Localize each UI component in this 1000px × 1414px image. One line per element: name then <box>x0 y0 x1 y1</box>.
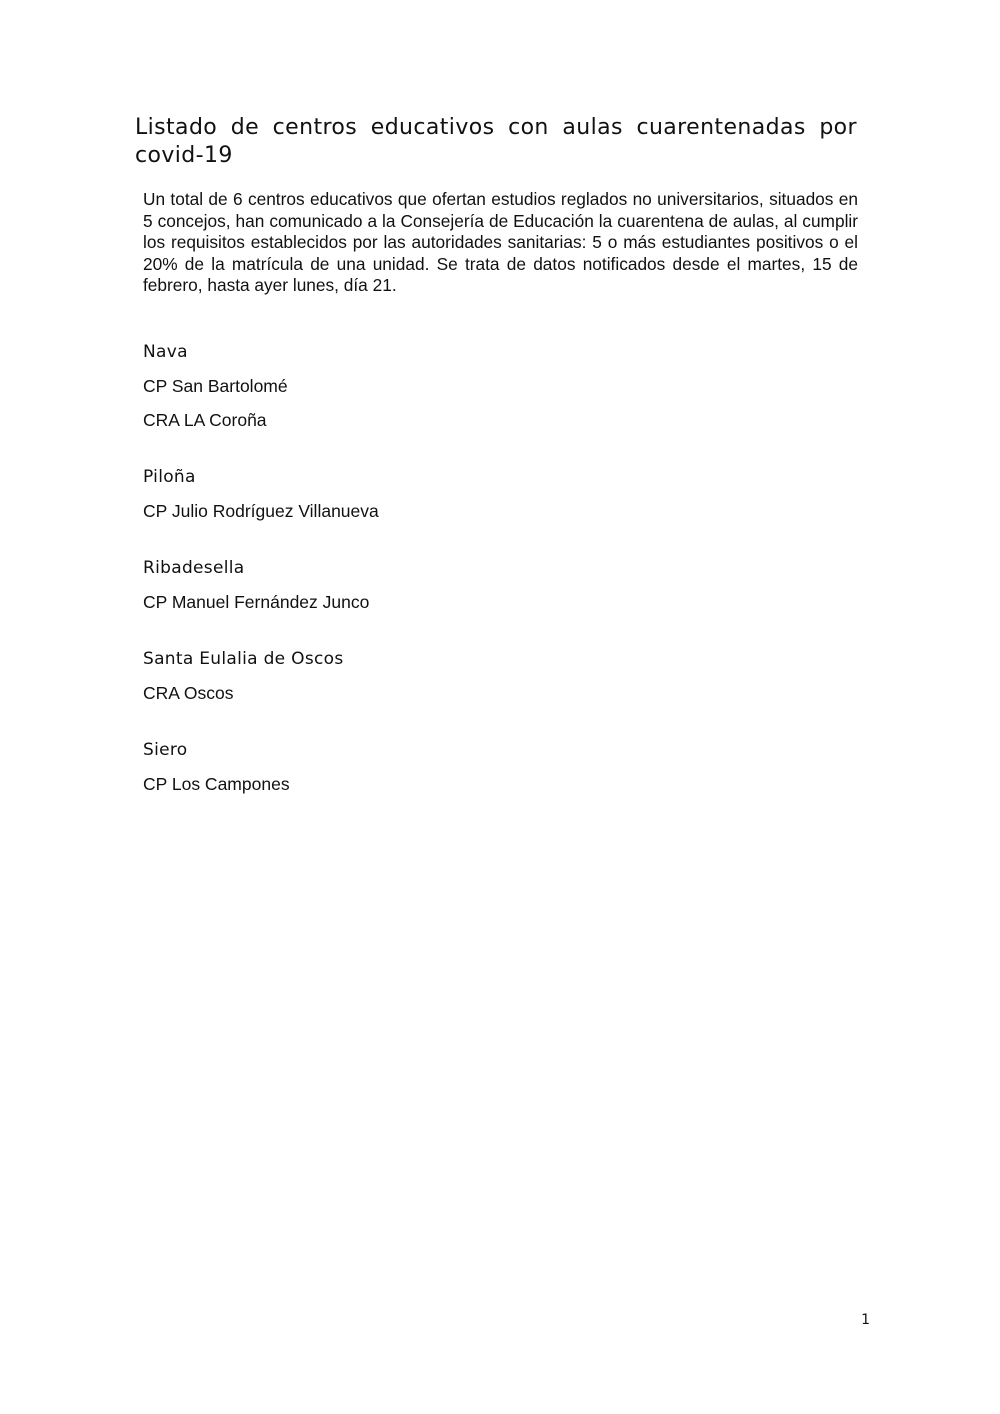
centro-item: CP San Bartolomé <box>143 376 288 396</box>
concejo-name: Ribadesella <box>143 558 245 578</box>
concejo-group <box>143 738 858 796</box>
document-title: Listado de centros educativos con aulas cuarentenadas por covid-19 <box>135 115 857 168</box>
concejo-group <box>143 340 858 432</box>
centro-item: CP Julio Rodríguez Villanueva <box>143 501 379 521</box>
centro-item: CP Manuel Fernández Junco <box>143 592 370 612</box>
intro-paragraph: Un total de 6 centros educativos que ofertan estudios reglados no universitarios, situados en 5 concejos, han comunicado a la Consejería de Educación la cuarentena de aulas, al cumplir los requisitos establecidos por las autoridades sanitarias: 5 o más estudiantes positivos o el 20% de la matrícula de una unidad. Se trata de datos notificados desde el martes, 15 de febrero, hasta ayer lunes, día 21. <box>143 189 858 295</box>
concejo-list <box>143 340 858 829</box>
centro-item: CP Los Campones <box>143 774 290 794</box>
concejo-name: Santa Eulalia de Oscos <box>143 649 344 669</box>
concejo-name: Nava <box>143 342 188 362</box>
concejo-group <box>143 465 858 523</box>
concejo-group <box>143 556 858 614</box>
centro-item: CRA Oscos <box>143 683 234 703</box>
concejo-group <box>143 647 858 705</box>
page-number: 1 <box>861 1312 870 1328</box>
centro-item: CRA LA Coroña <box>143 410 267 430</box>
concejo-name: Siero <box>143 740 188 760</box>
concejo-name: Piloña <box>143 467 196 487</box>
